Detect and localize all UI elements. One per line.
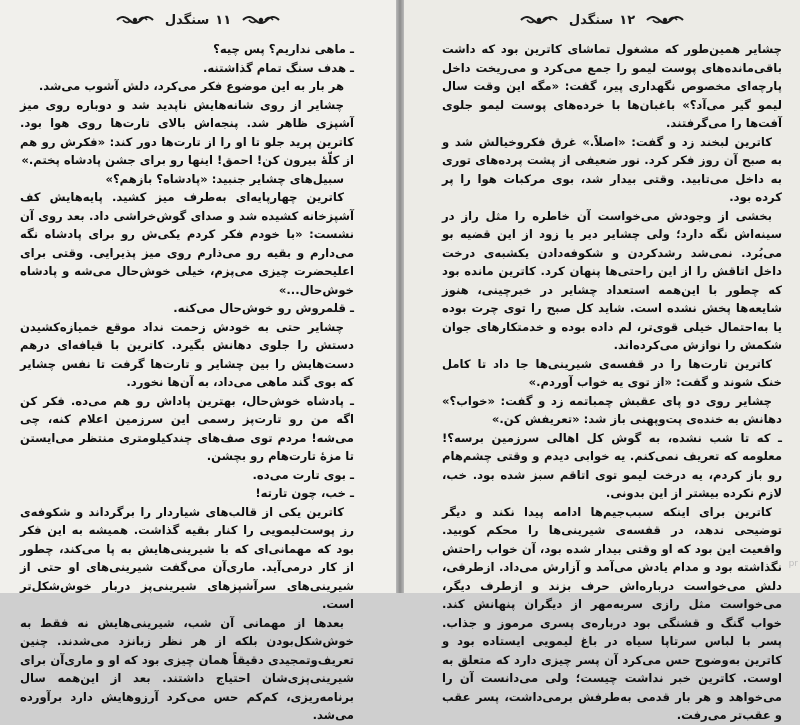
running-header [569,13,635,28]
right-page [404,0,800,722]
paragraph: ـ بوی تارت می‌ده. [252,467,354,482]
paragraph: چشایر حتی به خودش زحمت نداد موقع خمیازه‌کشیدن دستش را جلوی دهانش بگیرد. کاترین با قیافه‌ای درهم دست‌هایش را بین چشایر و تارت‌ها گرفت تا نفس چشایر که بوی گند ماهی می‌داد، به آن‌ها نخورد. [20,319,354,389]
paragraph: ـ هدف سنگ تمام گذاشتنه. [202,60,354,75]
left-page-body [20,40,354,722]
paragraph: بعدها از مهمانی آن شب، شیرینی‌هایش نه فقط به خوش‌شکل‌بودن بلکه از هر نظر زبانزد می‌شدند. چنین تعریف‌وتمجیدی دقیقاً همان چیزی بود که او و ماری‌آن برای شیرینی‌پزی‌شان احتیاج داشتند. بعد از این‌همه سال برنامه‌ریزی، کم‌کم حس می‌کرد آرزوهایش دارد برآورده می‌شد. [20,615,354,722]
book-gutter [396,0,404,593]
paragraph: چشایر روی دو پای عقبش چمباتمه زد و گفت: «خواب؟» دهانش به خنده‌ی پت‌وپهنی باز شد: «تعریفش کن.» [442,393,782,426]
book-title: سنگدل [568,12,614,28]
paragraph: چشایر همین‌طور که مشغول تماشای کاترین بود که داشت باقی‌مانده‌های پوست لیمو را جمع می‌کرد و می‌ریخت داخل پارچه‌ای مخصوص نگهداری پیر، گفت: «مگه این وقت سال لیمو گیر می‌آد؟» باغبان‌ها با خرده‌های پوست لیمو جلوی آفت‌ها را می‌گرفتند. [442,42,782,130]
paragraph: ـ که تا شب نشده، به گوش کل اهالی سرزمین برسه؟! معلومه که تعریف نمی‌کنم. یه خوابی دیدم و وقتی چشم‌هام رو باز کردم، یه درخت لیمو توی اتاقم سبز شده بود. خب، لازم نکرده بیشتر از این بدونی. [442,430,782,500]
left-page [0,0,396,722]
watermark: pr [788,559,798,569]
ornament-icon [241,13,281,27]
book-title: سنگدل [164,12,210,28]
paragraph: ـ ماهی نداریم؟ پس چیه؟ [213,42,354,56]
page-number: ۱۲ [619,12,636,28]
right-page-body [442,40,782,722]
paragraph: ـ پادشاه خوش‌حال، بهترین پاداش رو هم می‌ده. فکر کن اگه من رو تارت‌پز رسمی این سرزمین اعلام کنه، چی می‌شه! مردم توی صف‌های چندکیلومتری منتظر می‌ایستن تا مزهٔ تارت‌هام رو بچشن. [20,393,354,463]
paragraph: هر بار به این موضوع فکر می‌کرد، دلش آشوب می‌شد. [38,79,344,93]
paragraph: چشایر از روی شانه‌هایش ناپدید شد و دوباره روی میز آشپزی ظاهر شد. پنجه‌اش بالای تارت‌ها روی هوا بود. کاترین پرید جلو تا او را از تارت‌ها دور کند: «فکرش رو هم از کلّهٔ بیرون کن! احمق! اینها رو برای جشن پادشاه پختم.» [20,97,354,167]
page-number: ۱۱ [215,12,232,28]
paragraph: کاترین تارت‌ها را در قفسه‌ی شیرینی‌ها جا داد تا کامل خنک شوند و گفت: «از توی یه خواب آوردم.» [442,356,782,389]
paragraph: کاترین چهارپایه‌ای به‌طرف میز کشید. پایه‌هایش کف آشپزخانه کشیده شد و صدای گوش‌خراشی داد. بعد روی آن نشست: «با خودم فکر کردم یکی‌ش رو برای پادشاه نگه می‌دارم و بقیه رو می‌ذارم روی میز پذیرایی. وقتی برای اعلیحضرت چیزی می‌پزم، خیلی خوش‌حال می‌شه و پادشاه خوش‌حال...» [20,190,354,297]
ornament-icon [519,13,559,27]
paragraph: کاترین یکی از قالب‌های شیاردار را برگرداند و شکوفه‌ی رز پوست‌لیمویی را کنار بقیه گذاشت. همیشه به این فکر بود که مهمانی‌ای که با شیرینی‌هایش به پا می‌کند، چطور از کار درمی‌آید. ماری‌آن می‌گفت شیرینی‌های او حتی از شیرینی‌های سرآشپزهای شیرینی‌پز دربار خوش‌شکل‌تر است. [20,504,354,611]
paragraph: بخشی از وجودش می‌خواست آن خاطره را مثل راز در سینه‌اش نگه دارد؛ ولی چشایر دیر یا زود از این قضیه بو می‌بُرد. نمی‌شد رشدکردن و شکوفه‌دادن یکشبه‌ی درخت داخل اتاقش را از این راحتی‌ها پنهان کرد. کاترین مانده بود که چطور با این‌همه استعداد چشایر در خبرچینی، هنوز شایعه‌ها پخش نشده است. شاید کل صبح را توی چرت بوده یا به‌احتمال خیلی قوی‌تر، لم داده بوده و خدمتکارهای جوان شکمش را نوازش می‌کرده‌اند. [442,208,782,352]
running-header [165,13,231,28]
ornament-icon [115,13,155,27]
paragraph: ـ قلمروش رو خوش‌حال می‌کنه. [173,301,354,315]
left-page-header [0,8,396,32]
ornament-icon [645,13,685,27]
paragraph: کاترین لبخند زد و گفت: «اصلاً.» غرق فکروخیالش شد و به صبح آن روز فکر کرد. نور ضعیفی از پشت پرده‌های توری به داخل می‌تابید. وقتی بیدار شد، بوی مرکبات هوا را پر کرده بود. [442,134,782,204]
paragraph: ـ خب، چون تارته! [255,486,354,500]
paragraph: کاترین برای اینکه سبب‌جیم‌ها ادامه پیدا نکند و دیگر توضیحی ندهد، در قفسه‌ی شیرینی‌ها را محکم کوبید. واقعیت این بود که او وقتی بیدار شده بود، آن خواب راحتش نگذاشته بود و مدام یادش می‌آمد و آزارش می‌داد. ازطرفی، دلش می‌خواست درباره‌اش حرف بزند و ازطرف دیگر، می‌خواست مثل رازی سربه‌مهر از دیگران پنهانش کند. خواب گنگ و قشنگی بود درباره‌ی پسری مرموز و جذاب. پسر با لباس سرتاپا سیاه در باغ لیمویی ایستاده بود و کاترین به‌وضوح حس می‌کرد آن پسر چیزی دارد که متعلق به اوست. کاترین خبر نداشت چیست؛ ولی می‌دانست آن را می‌خواهد و هر بار قدمی به‌طرفش برمی‌داشت، پسر عقب و عقب‌تر می‌رفت. [442,504,782,722]
paragraph: سبیل‌های چشایر جنبید: «پادشاه؟ بازهم؟» [105,171,344,186]
right-page-header [404,8,800,32]
